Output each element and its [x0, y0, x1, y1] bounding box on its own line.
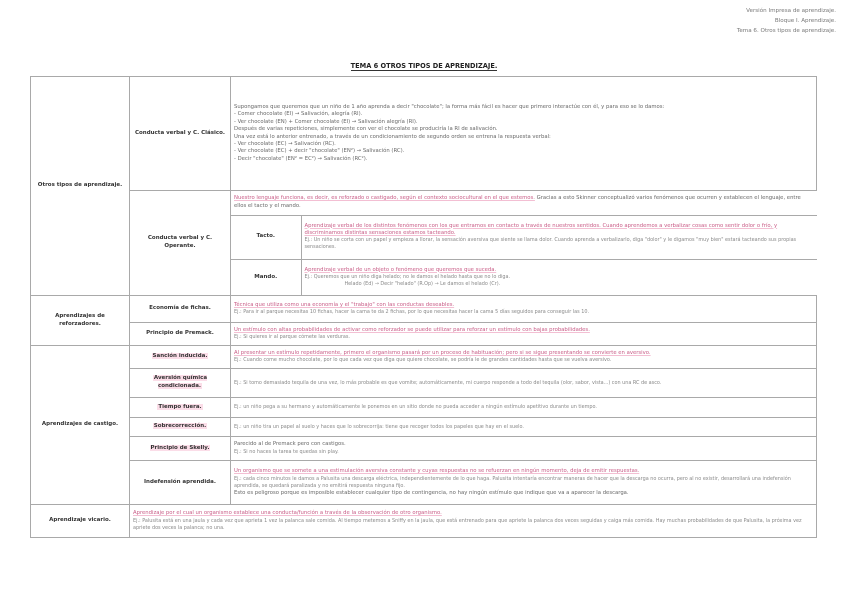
tiempo-label: Tiempo fuera. [130, 398, 231, 418]
header-line-3: Tema 6. Otros tipos de aprendizaje. [736, 28, 836, 34]
premack-label: Principio de Premack. [130, 323, 231, 346]
indefension-note: Esto es peligroso porque es imposible establecer cualquier tipo de contingencia, no hay ningún estímulo que indique que va a aparecer la descarga. [234, 489, 629, 496]
section-otros-label: Otros tipos de aprendizaje. [31, 77, 130, 296]
vicario-definition: Aprendizaje por el cual un organismo establece una conducta/función a través de la observación de otro organismo. [133, 510, 442, 517]
fichas-example: Ej.: Para ir al parque necesitas 10 fichas, hacer la cama te da 2 fichas, por lo que necesitas hacer la cama 5 días seguidos para conseguir las 10. [234, 309, 590, 316]
mando-definition: Aprendizaje verbal de un objeto o fenómeno que queremos que suceda. [304, 266, 497, 273]
indefension-definition: Un organismo que se somete a una estimulación aversiva constante y cuyas respuestas no se refuerzan en ningún momento, deja de emitir respuestas. [234, 468, 640, 475]
premack-example: Ej.: Si quieres ir al parque cómete las verduras. [234, 334, 350, 341]
aversion-example: Ej.: Si tomo demasiado tequila de una vez, lo más probable es que vomite; automáticamente, mi cuerpo responde a todo del tequila (olor, sabor, vista...) con una RC de asco. [234, 379, 662, 386]
sancion-content [231, 346, 817, 369]
vc-line: - Ver chocolate (EC) + decir "chocolate" (EN²) → Salivación (RC). [234, 148, 405, 155]
table-row [31, 437, 817, 461]
table-row [31, 398, 817, 418]
fichas-label: Economía de fichas. [130, 296, 231, 323]
operante-intro: Nuestro lenguaje funciona, es decir, es reforzado o castigado, según el contexto sociocultural en el que estemos. Gracias a esto Skinner conceptualizó varios fenómenos que ocurren y establecen el lenguaje, entre ellos el tacto y el mando. [231, 191, 817, 215]
sancion-label: Sanción inducida. [130, 346, 231, 369]
table-row [31, 418, 817, 437]
fichas-content [231, 296, 817, 323]
indefension-content [231, 461, 817, 505]
tiempo-content [231, 398, 817, 418]
vc-line: - Comer chocolate (EI) → Salivación, alegría (RI). [234, 111, 363, 118]
table-row [31, 461, 817, 505]
table-row [31, 77, 817, 191]
table-row [31, 369, 817, 398]
vc-line: - Ver chocolate (EC) → Salivación (RC). [234, 140, 336, 147]
mando-example: Ej.: Queremos que un niño diga helado; no le damos el helado hasta que no lo diga. [304, 273, 511, 280]
document-header [737, 6, 836, 36]
verbal-operante-label: Conducta verbal y C. Operante. [130, 191, 231, 296]
skelly-definition: Parecido al de Premack pero con castigos. [234, 441, 346, 448]
indefension-label: Indefensión aprendida. [130, 461, 231, 505]
skelly-label: Principio de Skelly. [130, 437, 231, 461]
header-line-1: Versión Impresa de aprendizaje. [746, 8, 836, 14]
verbal-clasico-label: Conducta verbal y C. Clásico. [130, 77, 231, 191]
mando-example-schema: Helado (Ed) → Decir "helado" (R.Op) → Le damos el helado (Cr). [344, 280, 501, 287]
premack-content [231, 323, 817, 346]
table-row [31, 323, 817, 346]
header-line-2: Bloque I. Aprendizaje. [774, 18, 836, 24]
section-reforzadores-label: Aprendizajes de reforzadores. [31, 296, 130, 346]
tacto-example: Ej.: Un niño se corta con un papel y empieza a llorar, la sensación aversiva que siente se llama dolor. Cuando aprenda a verbalizarlo, diga "dolor" y le digamos "muy bien" estará tacteando sus propias sensaciones. [304, 237, 797, 251]
table-row [31, 296, 817, 323]
sobre-content [231, 418, 817, 437]
section-vicario-label: Aprendizaje vicario. [31, 505, 130, 538]
vc-line: - Ver chocolate (EN) + Comer chocolate (EI) → Salivación alegría (RI). [234, 118, 418, 125]
sobre-example: Ej.: un niño tira un papel al suelo y haces que lo sobrecorrija: tiene que recoger todos los papeles que hay en el suelo. [234, 423, 524, 430]
page-title: TEMA 6 OTROS TIPOS DE APRENDIZAJE. [350, 62, 498, 70]
summary-table [30, 76, 817, 538]
tacto-definition: Aprendizaje verbal de los distintos fenómenos con los que entramos en contacto a través de nuestros sentidos. Cuando aprendemos a verbalizar cosas como sentir dolor o frío, y discriminamos distintas sensaciones estamos tacteando. [304, 222, 778, 236]
skelly-example: Ej.: Si no haces la tarea te quedas sin play. [234, 448, 339, 455]
mando-label: Mando. [231, 259, 301, 295]
operante-subtable [231, 191, 817, 295]
sancion-definition: Al presentar un estímulo repetidamente, primero el organismo pasará por un proceso de habituación; pero si se sigue presentando se convierte en aversivo. [234, 349, 651, 356]
aversion-label: Aversión química condicionada. [130, 369, 231, 398]
fichas-definition: Técnica que utiliza como una economía y el "trabajo" con las conductas deseables. [234, 301, 455, 308]
section-castigo-label: Aprendizajes de castigo. [31, 346, 130, 505]
sancion-example: Ej.: Cuando come mucho chocolate, por lo que cada vez que diga que quiere chocolate, se podría le de grandes cantidades hasta que se vuelva aversivo. [234, 357, 612, 364]
table-row [31, 191, 817, 296]
tacto-label: Tacto. [231, 215, 301, 259]
vicario-content [130, 505, 817, 538]
vc-line: Después de varias repeticiones, simplemente con ver el chocolate se produciría la RI de salivación. [234, 126, 498, 133]
skelly-content [231, 437, 817, 461]
verbal-clasico-content [231, 77, 817, 191]
aversion-content [231, 369, 817, 398]
indefension-example: Ej.: cada cinco minutos le damos a Palusita una descarga eléctrica, independientemente de lo que haga. Palusita intentaría encontrar maneras de hacer que la descarga no ocurra, pero al no existir, desarrollará una indefensión aprendida, se quedará paralizada y no emitirá respuesta ninguna fijo. [234, 475, 791, 489]
table-row [31, 505, 817, 538]
vc-line: Una vez está lo anterior entrenado, a través de un condicionamiento de segundo orden se entrena la respuesta verbal: [234, 133, 551, 140]
table-row [31, 346, 817, 369]
vicario-example: Ej.: Palusita está en una jaula y cada vez que aprieta 1 vez la palanca sale comida. Al tiempo metemos a Sniffy en la jaula, que está entrenado para que apriete la palanca dos veces seguidas y caiga más comida. Hay muchas probabilidades de que Palusita, la próxima vez apriete dos veces la palanca; no una. [133, 517, 802, 531]
verbal-operante-content [231, 191, 817, 296]
tacto-content [301, 215, 817, 259]
tiempo-example: Ej.: un niño pega a su hermano y automáticamente le ponemos en un sitio donde no pueda acceder a ningún estímulo apetitivo durante un tiempo. [234, 404, 597, 410]
mando-content [301, 259, 817, 295]
premack-definition: Un estímulo con altas probabilidades de activar como reforzador se puede utilizar para reforzar un estímulo con bajas probabilidades. [234, 326, 590, 333]
vc-line: - Decir "chocolate" (EN² = EC²) → Salivación (RC²). [234, 155, 368, 162]
vc-line: Supongamos que queremos que un niño de 1 año aprenda a decir "chocolate"; la forma más fácil es hacer que primero interactúe con él, y para eso se lo damos: [234, 103, 665, 110]
sobre-label: Sobrecorrección. [130, 418, 231, 437]
